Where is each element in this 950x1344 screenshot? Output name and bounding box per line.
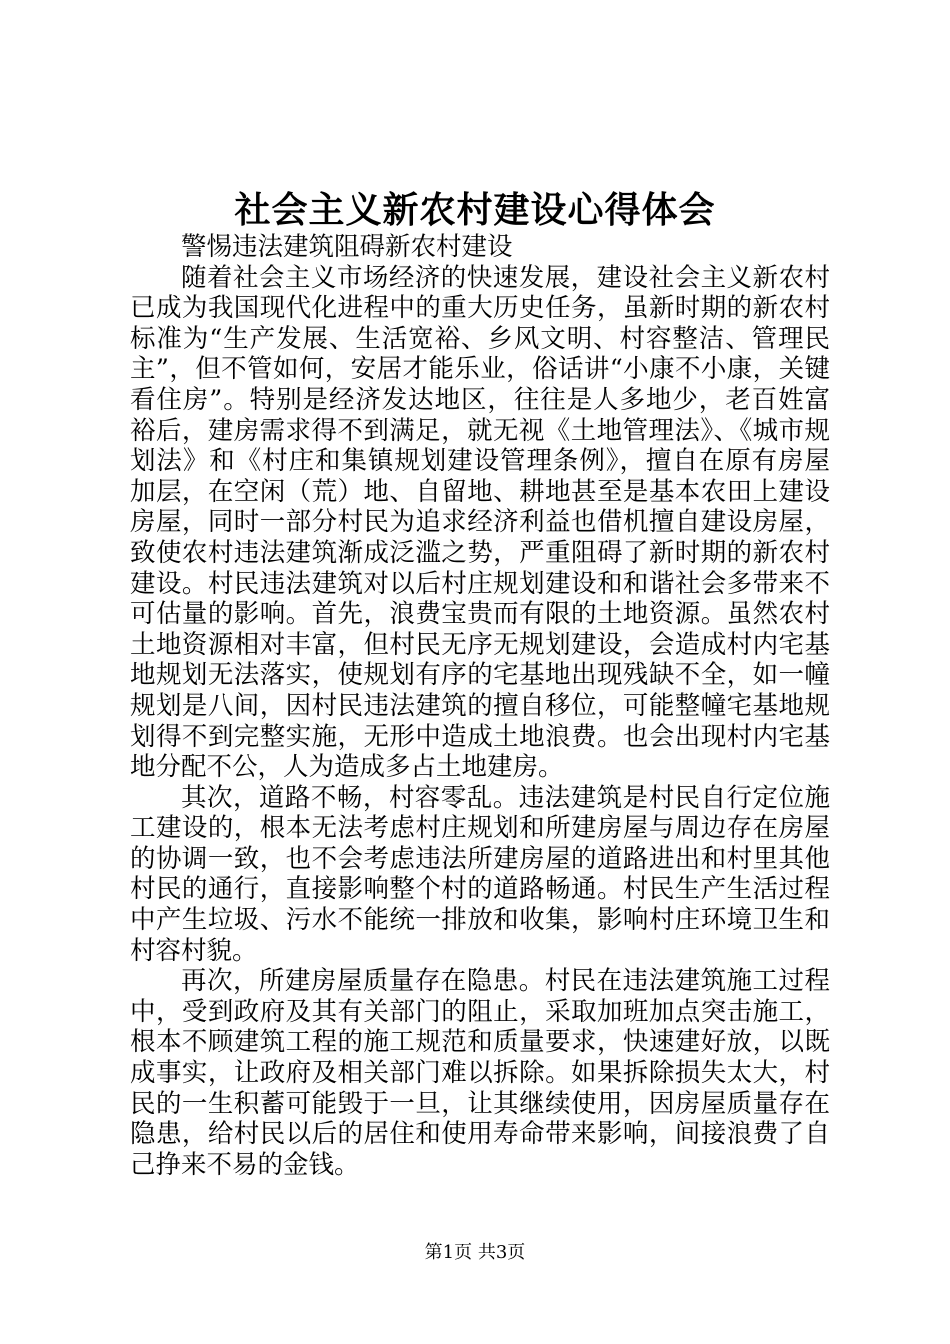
paragraph-1: 随着社会主义市场经济的快速发展，建设社会主义新农村已成为我国现代化进程中的重大历史任务，虽新时期的新农村标准为“生产发展、生活宽裕、乡风文明、村容整洁、管理民主”，但不管如何，安居才能乐业，俗话讲“小康不小康，关键看住房”。特别是经济发达地区，往往是人多地少，老百姓富裕后，建房需求得不到满足，就无视《土地管理法》、《城市规划法》和《村庄和集镇规划建设管理条例》，擅自在原有房屋加层，在空闲（荒）地、自留地、耕地甚至是基本农田上建设房屋，同时一部分村民为追求经济利益也借机擅自建设房屋，致使农村违法建筑渐成泛滥之势，严重阻碍了新时期的新农村建设。村民违法建筑对以后村庄规划建设和和谐社会多带来不可估量的影响。首先，浪费宝贵而有限的土地资源。虽然农村土地资源相对丰富，但村民无序无规划建设，会造成村内宅基地规划无法落实，使规划有序的宅基地出现残缺不全，如一幢规划是八间，因村民违法建筑的擅自移位，可能整幢宅基地规划得不到完整实施，无形中造成土地浪费。也会出现村内宅基地分配不公，人为造成多占土地建房。 [130, 262, 830, 783]
document-title: 社会主义新农村建设心得体会 [234, 189, 716, 231]
subtitle-line: 警惕违法建筑阻碍新农村建设 [181, 232, 513, 262]
page-footer: 第1页 共3页 [424, 1242, 526, 1263]
paragraph-2: 其次，道路不畅，村容零乱。违法建筑是村民自行定位施工建设的，根本无法考虑村庄规划和所建房屋与周边存在房屋的协调一致，也不会考虑违法所建房屋的道路进出和村里其他村民的通行，直接影响整个村的道路畅通。村民生产生活过程中产生垃圾、污水不能统一排放和收集，影响村庄环境卫生和村容村貌。 [130, 782, 830, 966]
document-body [130, 232, 830, 1180]
paragraph-3: 再次，所建房屋质量存在隐患。村民在违法建筑施工过程中，受到政府及其有关部门的阻止，采取加班加点突击施工，根本不顾建筑工程的施工规范和质量要求，快速建好放，以既成事实，让政府及相关部门难以拆除。如果拆除损失太大，村民的一生积蓄可能毁于一旦，让其继续使用，因房屋质量存在隐患，给村民以后的居住和使用寿命带来影响，间接浪费了自己挣来不易的金钱。 [130, 966, 830, 1180]
